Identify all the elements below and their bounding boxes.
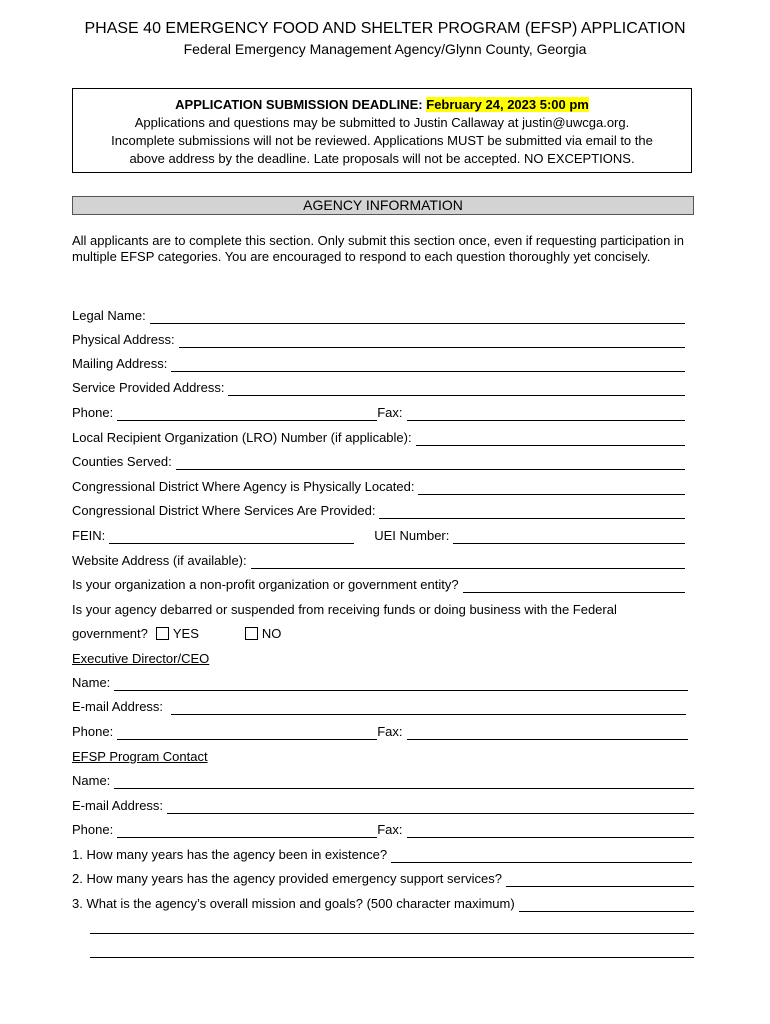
executive-name-label: Name: bbox=[72, 675, 111, 690]
congressional-physical-row bbox=[72, 477, 685, 495]
nonprofit-row bbox=[72, 575, 685, 593]
deadline-line-1: Applications and questions may be submitted to Justin Callaway at justin@uwcga.org. bbox=[134, 115, 630, 130]
uei-label: UEI Number: bbox=[374, 528, 450, 543]
debarred-label: Is your agency debarred or suspended from receiving funds or doing business with the Federal bbox=[72, 602, 617, 617]
contact-fax-field[interactable] bbox=[407, 825, 695, 838]
debarred-row bbox=[72, 600, 685, 618]
question-2-label: 2. How many years has the agency provided emergency support services? bbox=[72, 871, 502, 886]
contact-email-label: E-mail Address: bbox=[72, 798, 164, 813]
counties-served-field[interactable] bbox=[176, 457, 685, 470]
executive-phone-label: Phone: bbox=[72, 724, 114, 739]
mailing-address-field[interactable] bbox=[171, 359, 685, 372]
physical-address-field[interactable] bbox=[179, 335, 685, 348]
agency-fax-label: Fax: bbox=[377, 405, 403, 420]
question-1-label: 1. How many years has the agency been in existence? bbox=[72, 847, 388, 862]
no-checkbox[interactable] bbox=[245, 627, 258, 640]
contact-email-field[interactable] bbox=[167, 801, 694, 814]
agency-phone-field[interactable] bbox=[117, 408, 377, 421]
executive-name-row bbox=[72, 673, 688, 691]
yes-checkbox[interactable] bbox=[156, 627, 169, 640]
physical-address-row bbox=[72, 330, 685, 348]
agency-phone-label: Phone: bbox=[72, 405, 114, 420]
website-row bbox=[72, 551, 685, 569]
deadline-line-2: Incomplete submissions will not be reviewed. Applications MUST be submitted via email to the bbox=[111, 133, 653, 148]
question-2-row bbox=[72, 869, 694, 887]
contact-name-field[interactable] bbox=[114, 776, 694, 789]
government-label: government? bbox=[72, 626, 148, 641]
fein-uei-row bbox=[72, 526, 685, 544]
contact-email-row bbox=[72, 796, 694, 814]
fein-field[interactable] bbox=[109, 531, 354, 544]
question-3-field[interactable] bbox=[519, 899, 694, 912]
deadline-line-3: above address by the deadline. Late proposals will not be accepted. NO EXCEPTIONS. bbox=[129, 151, 635, 166]
executive-fax-field[interactable] bbox=[407, 727, 689, 740]
question-1-row bbox=[72, 845, 692, 863]
contact-phone-label: Phone: bbox=[72, 822, 114, 837]
question-3-answer-line-1[interactable] bbox=[90, 933, 694, 934]
executive-fax-label: Fax: bbox=[377, 724, 403, 739]
no-option[interactable] bbox=[245, 626, 282, 642]
service-address-field[interactable] bbox=[228, 383, 685, 396]
congressional-physical-label: Congressional District Where Agency is Physically Located: bbox=[72, 479, 415, 494]
government-row bbox=[72, 624, 685, 642]
website-label: Website Address (if available): bbox=[72, 553, 247, 568]
legal-name-field[interactable] bbox=[150, 311, 685, 324]
question-1-field[interactable] bbox=[391, 850, 692, 863]
mailing-address-label: Mailing Address: bbox=[72, 356, 168, 371]
congressional-services-field[interactable] bbox=[379, 506, 685, 519]
nonprofit-label: Is your organization a non-profit organization or government entity? bbox=[72, 577, 459, 592]
question-2-field[interactable] bbox=[506, 874, 694, 887]
executive-email-row bbox=[72, 697, 686, 715]
agency-fax-field[interactable] bbox=[407, 408, 686, 421]
page-title: PHASE 40 EMERGENCY FOOD AND SHELTER PROGRAM (EFSP) APPLICATION bbox=[84, 20, 686, 37]
executive-email-label: E-mail Address: bbox=[72, 699, 164, 714]
agency-phone-fax-row bbox=[72, 403, 685, 421]
service-address-row bbox=[72, 378, 685, 396]
executive-email-field[interactable] bbox=[171, 702, 686, 715]
lro-number-row bbox=[72, 428, 685, 446]
contact-name-label: Name: bbox=[72, 773, 111, 788]
counties-served-row bbox=[72, 452, 685, 470]
nonprofit-field[interactable] bbox=[463, 580, 685, 593]
service-address-label: Service Provided Address: bbox=[72, 380, 225, 395]
section-intro: All applicants are to complete this section. Only submit this section once, even if requesting participation in multiple EFSP categories. You are encouraged to respond to each question thoroughly yet concisely. bbox=[72, 233, 685, 264]
lro-number-label: Local Recipient Organization (LRO) Number (if applicable): bbox=[72, 430, 412, 445]
deadline-heading bbox=[73, 96, 691, 114]
contact-fax-label: Fax: bbox=[377, 822, 403, 837]
executive-phone-field[interactable] bbox=[117, 727, 377, 740]
yes-label: YES bbox=[172, 626, 199, 641]
question-3-answer-line-2[interactable] bbox=[90, 957, 694, 958]
legal-name-label: Legal Name: bbox=[72, 308, 146, 323]
congressional-services-label: Congressional District Where Services Are Provided: bbox=[72, 503, 376, 518]
website-field[interactable] bbox=[251, 556, 685, 569]
physical-address-label: Physical Address: bbox=[72, 332, 175, 347]
executive-name-field[interactable] bbox=[114, 678, 688, 691]
question-3-label: 3. What is the agency’s overall mission and goals? (500 character maximum) bbox=[72, 896, 515, 911]
uei-field[interactable] bbox=[453, 531, 685, 544]
contact-heading: EFSP Program Contact bbox=[72, 749, 208, 764]
legal-name-row bbox=[72, 306, 685, 324]
congressional-services-row bbox=[72, 501, 685, 519]
contact-phone-field[interactable] bbox=[117, 825, 377, 838]
contact-phone-fax-row bbox=[72, 820, 694, 838]
yes-option[interactable] bbox=[156, 626, 199, 642]
counties-served-label: Counties Served: bbox=[72, 454, 172, 469]
section-header-agency-info: AGENCY INFORMATION bbox=[72, 196, 694, 215]
lro-number-field[interactable] bbox=[416, 433, 685, 446]
mailing-address-row bbox=[72, 354, 685, 372]
executive-phone-fax-row bbox=[72, 722, 688, 740]
deadline-label: APPLICATION SUBMISSION DEADLINE: bbox=[175, 97, 423, 112]
deadline-date: February 24, 2023 5:00 pm bbox=[426, 97, 589, 112]
contact-name-row bbox=[72, 771, 694, 789]
deadline-notice bbox=[72, 88, 692, 173]
question-3-row bbox=[72, 894, 694, 912]
congressional-physical-field[interactable] bbox=[418, 482, 685, 495]
page-subtitle: Federal Emergency Management Agency/Glynn County, Georgia bbox=[183, 41, 587, 57]
fein-label: FEIN: bbox=[72, 528, 106, 543]
no-label: NO bbox=[261, 626, 282, 641]
executive-heading: Executive Director/CEO bbox=[72, 651, 210, 666]
